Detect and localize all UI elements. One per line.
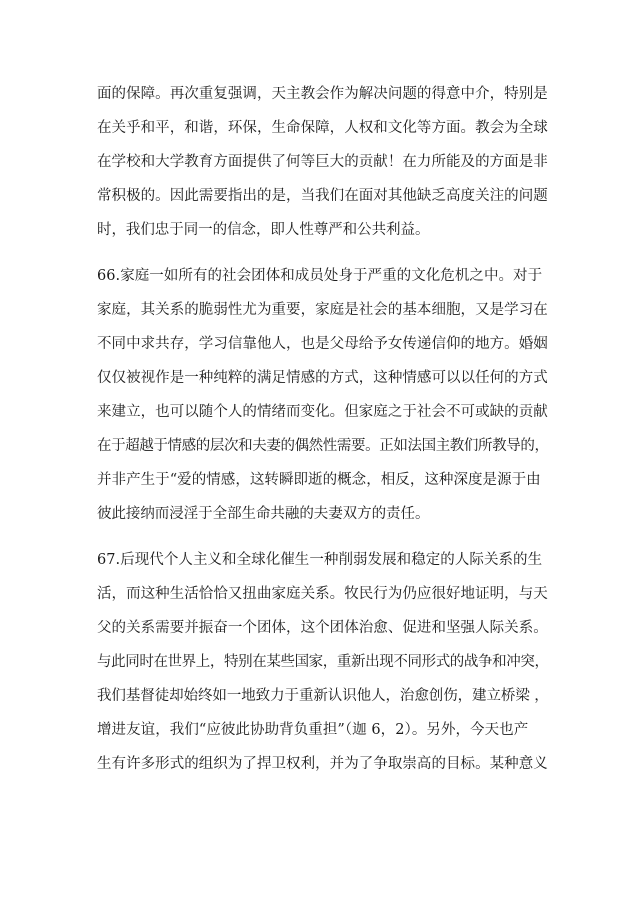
p3-line-7: 生有许多形式的组织为了捍卫权利，并为了争取崇高的目标。某种意义: [97, 756, 548, 772]
p3-line-5: 我们基督徒却始终如一地致力于重新认识他人，治愈创伤，建立桥梁 ，: [97, 688, 549, 704]
p3-line-3: 父的关系需要并振奋一个团体，这个团体治愈、促进和坚强人际关系。: [97, 620, 548, 636]
p1-line-5: 时，我们忠于同一的信念，即人性尊严和公共利益。: [97, 222, 430, 238]
p2-line-5: 来建立，也可以随个人的情绪而变化。但家庭之于社会不可或缺的贡献: [97, 404, 548, 420]
p2-line-3: 不同中求共存，学习信靠他人，也是父母给予女传递信仰的地方。婚姻: [97, 336, 548, 352]
p2-line-1: 66.家庭一如所有的社会团体和成员处身于严重的文化危机之中。对于: [97, 268, 543, 284]
p2-line-7: 并非产生于“爱的情感，这转瞬即逝的概念，相反，这种深度是源于由: [97, 472, 541, 488]
p2-line-8: 彼此接纳而浸淫于全部生命共融的夫妻双方的责任。: [97, 506, 430, 522]
p1-line-4: 常积极的。因此需要指出的是，当我们在面对其他缺乏高度关注的问题: [97, 188, 548, 204]
p1-line-1: 面的保障。再次重复强调，天主教会作为解决问题的得意中介，特别是: [97, 86, 548, 102]
p2-line-4: 仅仅被视作是一种纯粹的满足情感的方式，这种情感可以以任何的方式: [97, 370, 548, 386]
p3-line-6: 增进友谊，我们“应彼此协助背负重担”（迦 6，2）。另外，今天也产: [97, 722, 529, 738]
p3-line-1: 67.后现代个人主义和全球化催生一种削弱发展和稳定的人际关系的生: [97, 552, 543, 568]
p2-line-2: 家庭，其关系的脆弱性尤为重要，家庭是社会的基本细胞，又是学习在: [97, 302, 548, 318]
p3-line-4: 与此同时在世界上，特别在某些国家，重新出现不同形式的战争和冲突，: [97, 654, 549, 670]
p1-line-3: 在学校和大学教育方面提供了何等巨大的贡献！在力所能及的方面是非: [97, 154, 548, 170]
p1-line-2: 在关乎和平，和谐，环保，生命保障，人权和文化等方面。教会为全球: [97, 120, 548, 136]
p3-line-2: 活，而这种生活恰恰又扭曲家庭关系。牧民行为仍应很好地证明，与天: [97, 586, 548, 602]
p2-line-6: 在于超越于情感的层次和夫妻的偶然性需要。正如法国主教们所教导的，: [97, 438, 549, 454]
